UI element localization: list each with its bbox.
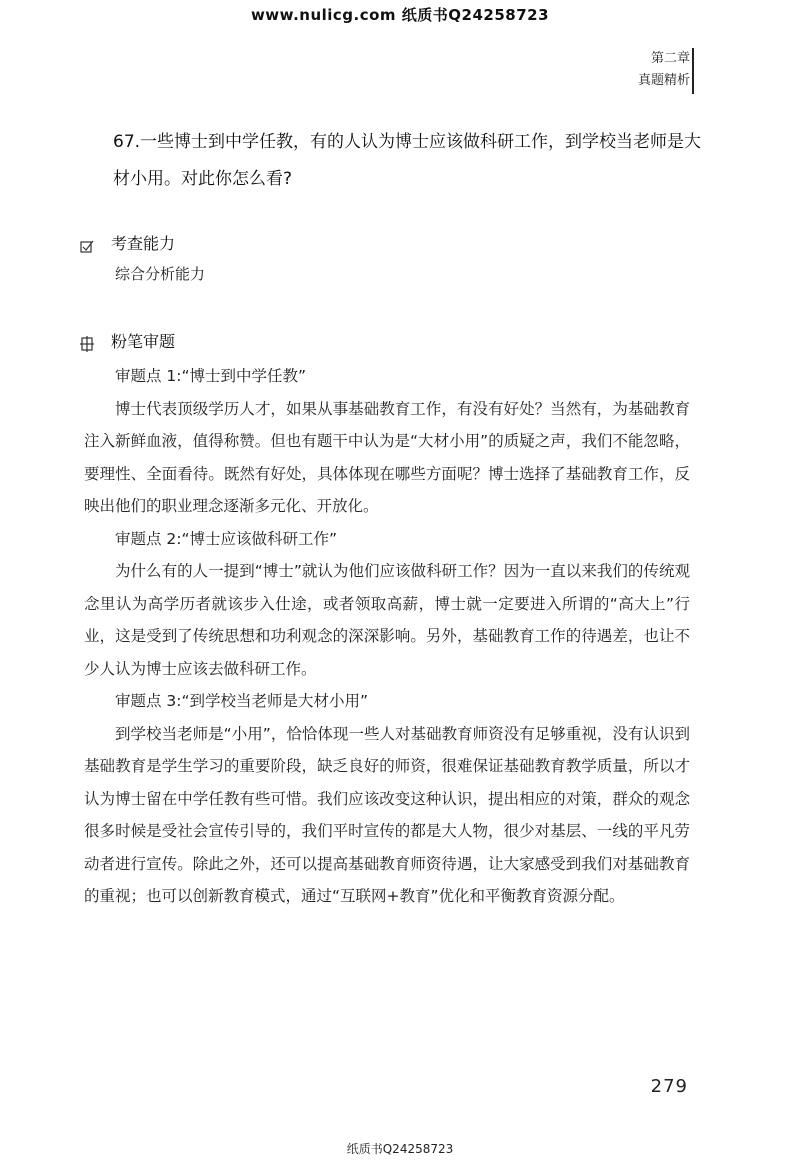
chapter-title: 第二章 — [650, 51, 690, 66]
analysis-heading — [80, 330, 175, 354]
ability-value: 综合分析能力 — [115, 265, 206, 283]
ability-heading-label: 考查能力 — [111, 234, 176, 253]
point-2-text: 为什么有的人一提到“博士”就认为他们应该做科研工作？因为一直以来我们的传统观念里认为高学历者就该步入仕途，或者领取高薪，博士就一定要进入所谓的“高大上”行业，这是受到了传统思想和功利观念的深深影响。另外，基础教育工作的待遇差，也让不少人认为博士应该去做科研工作。 — [84, 562, 690, 678]
question-text: 67.一些博士到中学任教，有的人认为博士应该做科研工作，到学校当老师是大材小用。对此你怎么看? — [113, 132, 702, 189]
point-1-label: 审题点 1:“博士到中学任教” — [115, 367, 307, 385]
point-3-text: 到学校当老师是“小用”，恰恰体现一些人对基础教育师资没有足够重视，没有认识到基础教育是学生学习的重要阶段，缺乏良好的师资，很难保证基础教育教学质量，所以才认为博士留在中学任教有些可惜。我们应该改变这种认识，提出相应的对策，群众的观念很多时候是受社会宣传引导的，我们平时宣传的都是大人物，很少对基层、一线的平凡劳动者进行宣传。除此之外，还可以提高基础教育师资待遇，让大家感受到我们对基础教育的重视；也可以创新教育模式，通过“互联网+教育”优化和平衡教育资源分配。 — [84, 724, 690, 905]
analysis-heading-label: 粉笔审题 — [111, 332, 176, 351]
analysis-body — [84, 360, 690, 913]
watermark-top: www.nulicg.com 纸质书Q24258723 — [250, 6, 550, 24]
watermark-bottom: 纸质书Q24258723 — [346, 1142, 454, 1156]
crosshair-icon — [80, 335, 94, 349]
chapter-header — [638, 48, 690, 92]
page-number: 279 — [650, 1076, 688, 1097]
point-3-label: 审题点 3:“到学校当老师是大材小用” — [115, 692, 369, 710]
chapter-subtitle: 真题精析 — [637, 73, 690, 88]
checkbox-icon — [80, 237, 94, 251]
chapter-divider — [692, 48, 694, 94]
ability-heading — [80, 232, 175, 256]
point-1-text: 博士代表顶级学历人才，如果从事基础教育工作，有没有好处？当然有，为基础教育注入新鲜血液，值得称赞。但也有题干中认为是“大材小用”的质疑之声，我们不能忽略，要理性、全面看待。既然有好处，具体体现在哪些方面呢？博士选择了基础教育工作，反映出他们的职业理念逐渐多元化、开放化。 — [84, 399, 690, 515]
point-2-label: 审题点 2:“博士应该做科研工作” — [115, 529, 338, 548]
